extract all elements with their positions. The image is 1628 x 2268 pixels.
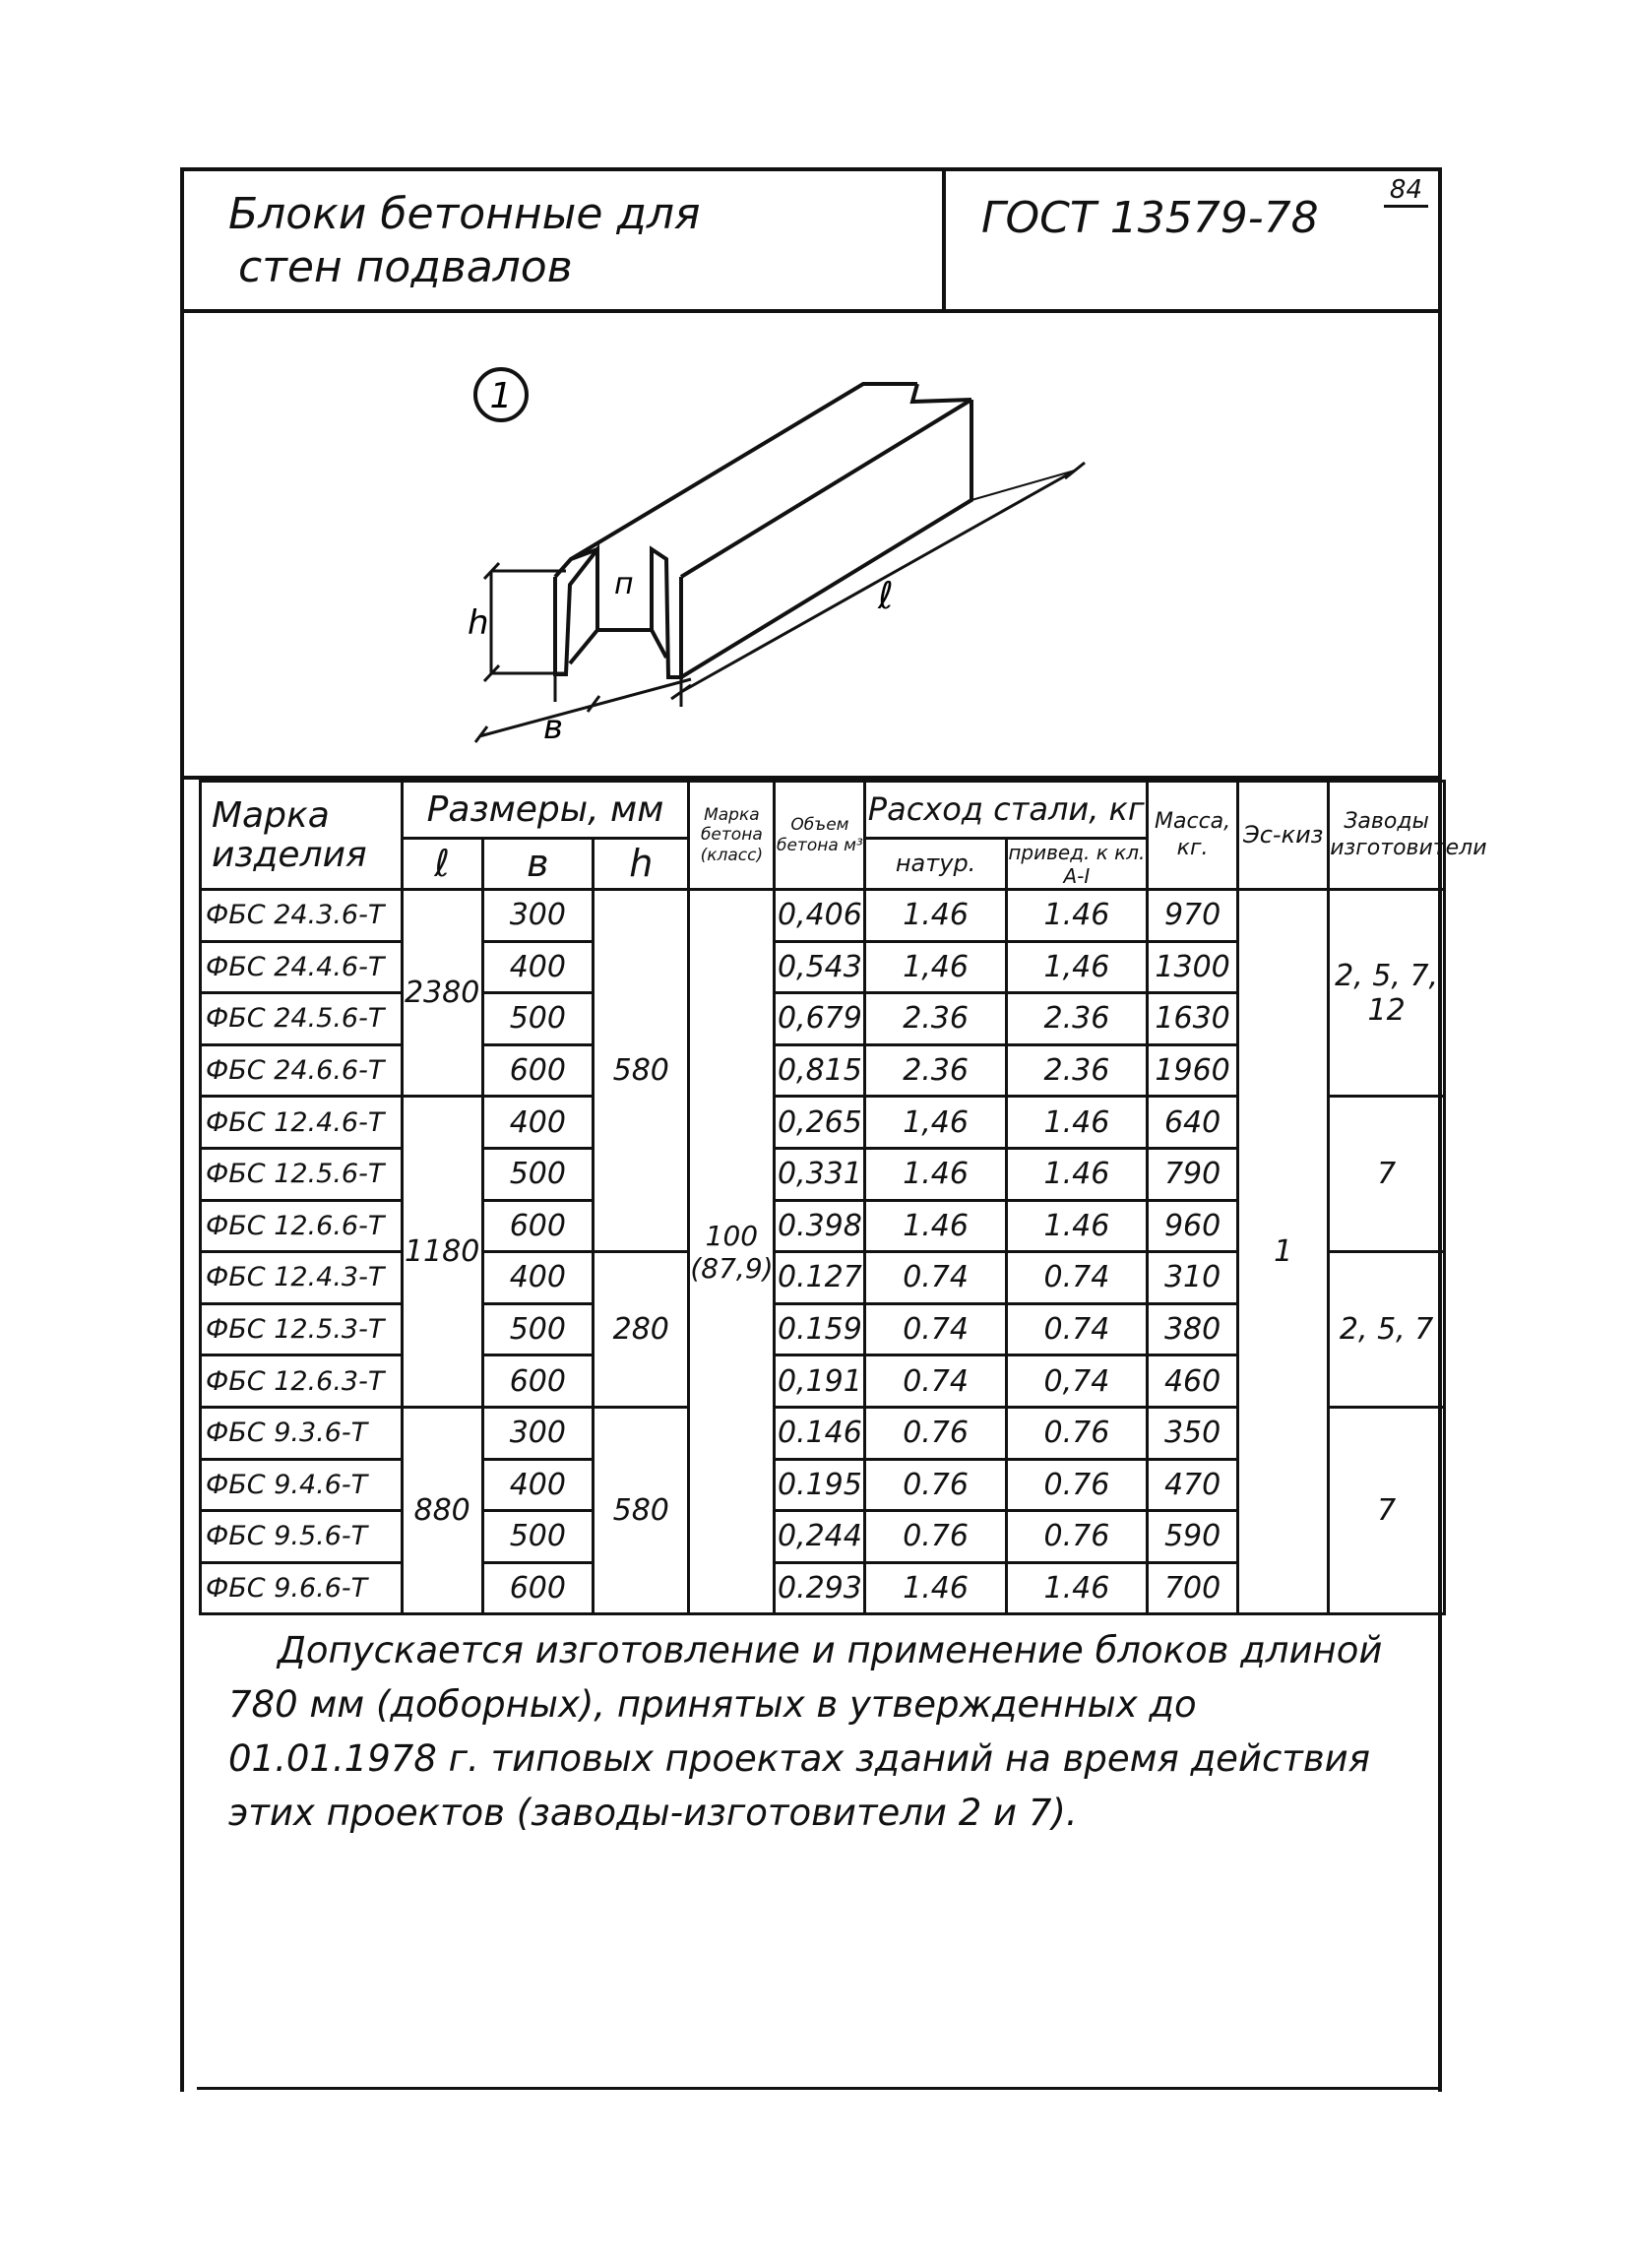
block-bottom-edge [681, 400, 971, 677]
cell-mass: 350 [1148, 1407, 1238, 1459]
drawing-sheet [180, 167, 1487, 2092]
cell-volume: 0.398 [775, 1200, 865, 1252]
cell-steel-red: 1,46 [1006, 941, 1147, 993]
dim-label-height: h [468, 603, 489, 643]
cell-volume: 0,406 [775, 890, 865, 942]
cell-b: 400 [482, 1252, 594, 1304]
cell-mass: 640 [1148, 1097, 1238, 1149]
notch-label: п [614, 567, 634, 601]
header-mass: Масса, кг. [1148, 782, 1238, 890]
cell-mark: ФБС 24.3.6-Т [201, 890, 403, 942]
cell-volume: 0.159 [775, 1303, 865, 1355]
dim-label-length: ℓ [878, 574, 894, 617]
cell-steel-red: 1.46 [1006, 1200, 1147, 1252]
cell-b: 400 [482, 1097, 594, 1149]
cell-steel-nat: 2.36 [865, 1044, 1006, 1097]
block-top-edge-right [681, 400, 971, 577]
cell-steel-nat: 0.74 [865, 1303, 1006, 1355]
cell-steel-nat: 0.76 [865, 1459, 1006, 1511]
header-steel: Расход стали, кг [865, 782, 1148, 839]
cell-mass: 460 [1148, 1355, 1238, 1408]
cell-mark: ФБС 12.4.6-Т [201, 1097, 403, 1149]
cell-steel-nat: 0.74 [865, 1355, 1006, 1408]
cell-steel-red: 2.36 [1006, 1044, 1147, 1097]
header-volume: Объем бетона м³ [775, 782, 865, 890]
cell-b: 400 [482, 941, 594, 993]
sketch-number: 1 [489, 376, 513, 416]
cell-plants-group: 7 [1329, 1097, 1445, 1252]
cell-b: 500 [482, 993, 594, 1045]
dim-label-width: в [543, 708, 564, 747]
cell-mass: 790 [1148, 1148, 1238, 1200]
cell-mass: 590 [1148, 1511, 1238, 1563]
title-line-2: стен подвалов [238, 242, 573, 292]
cell-volume: 0,679 [775, 993, 865, 1045]
title-cell [184, 171, 946, 309]
cell-volume: 0,543 [775, 941, 865, 993]
header-h: h [594, 839, 689, 890]
cell-volume: 0.127 [775, 1252, 865, 1304]
cell-volume: 0.293 [775, 1562, 865, 1614]
block-front-inner-left [570, 630, 597, 663]
cell-mark: ФБС 24.4.6-Т [201, 941, 403, 993]
cell-b: 400 [482, 1459, 594, 1511]
cell-mark: ФБС 12.5.3-Т [201, 1303, 403, 1355]
cell-steel-nat: 1,46 [865, 1097, 1006, 1149]
cell-b: 300 [482, 890, 594, 942]
cell-b: 600 [482, 1355, 594, 1408]
blocks-table [199, 780, 1487, 1615]
cell-h-group: 280 [594, 1252, 689, 1408]
cell-steel-nat: 0.76 [865, 1511, 1006, 1563]
block-top-edge-left [571, 384, 917, 559]
cell-plants-group: 7 [1329, 1407, 1445, 1613]
header-l: ℓ [402, 839, 482, 890]
cell-volume: 0,331 [775, 1148, 865, 1200]
header-dims: Размеры, мм [402, 782, 689, 839]
cell-b: 600 [482, 1044, 594, 1097]
cell-steel-nat: 0.76 [865, 1407, 1006, 1459]
title-line-1: Блоки бетонные для [228, 189, 701, 239]
cell-b: 600 [482, 1200, 594, 1252]
cell-mark: ФБС 12.5.6-Т [201, 1148, 403, 1200]
table-row [201, 890, 1445, 942]
cell-plants-group: 2, 5, 7, 12 [1329, 890, 1445, 1097]
cell-steel-red: 1.46 [1006, 890, 1147, 942]
cell-l-group: 2380 [402, 890, 482, 1097]
cell-h-group: 580 [594, 1407, 689, 1613]
cell-steel-nat: 0.74 [865, 1252, 1006, 1304]
cell-mark: ФБС 12.6.6-Т [201, 1200, 403, 1252]
cell-b: 600 [482, 1562, 594, 1614]
header-steel-reduced: привед. к кл. А-I [1006, 839, 1147, 890]
cell-steel-red: 1.46 [1006, 1148, 1147, 1200]
sheet-bottom-line [197, 2087, 1439, 2090]
cell-steel-red: 0.74 [1006, 1303, 1147, 1355]
header-sketch: Эс-киз [1238, 782, 1329, 890]
header-mark: Марка изделия [201, 782, 403, 890]
cell-b: 500 [482, 1148, 594, 1200]
cell-steel-nat: 2.36 [865, 993, 1006, 1045]
block-sketch [184, 313, 1438, 776]
gost-number: ГОСТ 13579-78 [981, 193, 1319, 243]
cell-mark: ФБС 12.6.3-Т [201, 1355, 403, 1408]
cell-volume: 0,815 [775, 1044, 865, 1097]
cell-mass: 700 [1148, 1562, 1238, 1614]
cell-steel-red: 0.76 [1006, 1459, 1147, 1511]
cell-mark: ФБС 9.4.6-Т [201, 1459, 403, 1511]
cell-volume: 0.146 [775, 1407, 865, 1459]
header-plants: Заводы изготовители [1329, 782, 1445, 890]
cell-steel-nat: 1.46 [865, 1562, 1006, 1614]
cell-steel-nat: 1,46 [865, 941, 1006, 993]
cell-b: 500 [482, 1303, 594, 1355]
length-extension-line [971, 471, 1075, 500]
cell-steel-nat: 1.46 [865, 1200, 1006, 1252]
header-concrete-grade: Марка бетона (класс) [689, 782, 775, 890]
cell-steel-nat: 1.46 [865, 890, 1006, 942]
title-block [184, 171, 1438, 313]
cell-plants-group: 2, 5, 7 [1329, 1252, 1445, 1408]
cell-mass: 380 [1148, 1303, 1238, 1355]
cell-mass: 1960 [1148, 1044, 1238, 1097]
cell-b: 500 [482, 1511, 594, 1563]
header-steel-natural: натур. [865, 839, 1006, 890]
cell-mass: 960 [1148, 1200, 1238, 1252]
cell-steel-red: 1.46 [1006, 1562, 1147, 1614]
cell-mass: 470 [1148, 1459, 1238, 1511]
cell-mass: 310 [1148, 1252, 1238, 1304]
cell-mark: ФБС 9.3.6-Т [201, 1407, 403, 1459]
cell-mark: ФБС 24.6.6-Т [201, 1044, 403, 1097]
cell-mark: ФБС 12.4.3-Т [201, 1252, 403, 1304]
cell-steel-nat: 1.46 [865, 1148, 1006, 1200]
cell-mass: 970 [1148, 890, 1238, 942]
note-text: Допускается изготовление и применение блоков длиной 780 мм (доборных), принятых в утвержденных до 01.01.1978 г. типовых проектах зданий на время действия этих проектов (заводы-изготовители 2 и 7). [228, 1629, 1383, 1834]
cell-mark: ФБС 9.5.6-Т [201, 1511, 403, 1563]
cell-steel-red: 0.74 [1006, 1252, 1147, 1304]
cell-l-group: 880 [402, 1407, 482, 1613]
cell-volume: 0.195 [775, 1459, 865, 1511]
cell-mass: 1630 [1148, 993, 1238, 1045]
page-number: 84 [1384, 175, 1428, 208]
cell-volume: 0,265 [775, 1097, 865, 1149]
cell-steel-red: 0,74 [1006, 1355, 1147, 1408]
cell-volume: 0,191 [775, 1355, 865, 1408]
figure-area [184, 313, 1438, 780]
cell-steel-red: 0.76 [1006, 1511, 1147, 1563]
cell-mark: ФБС 9.6.6-Т [201, 1562, 403, 1614]
cell-l-group: 1180 [402, 1097, 482, 1408]
block-front-top-left [555, 549, 597, 577]
cell-h-group: 580 [594, 890, 689, 1252]
width-dimension [475, 674, 691, 742]
cell-steel-red: 2.36 [1006, 993, 1147, 1045]
cell-steel-red: 0.76 [1006, 1407, 1147, 1459]
cell-steel-red: 1.46 [1006, 1097, 1147, 1149]
block-front-inner-right [652, 630, 666, 658]
cell-volume: 0,244 [775, 1511, 865, 1563]
cell-sketch: 1 [1238, 890, 1329, 1614]
cell-mark: ФБС 24.5.6-Т [201, 993, 403, 1045]
cell-b: 300 [482, 1407, 594, 1459]
header-b: в [482, 839, 594, 890]
block-rear-notch [912, 384, 971, 402]
cell-mass: 1300 [1148, 941, 1238, 993]
cell-concrete-grade: 100 (87,9) [689, 890, 775, 1614]
